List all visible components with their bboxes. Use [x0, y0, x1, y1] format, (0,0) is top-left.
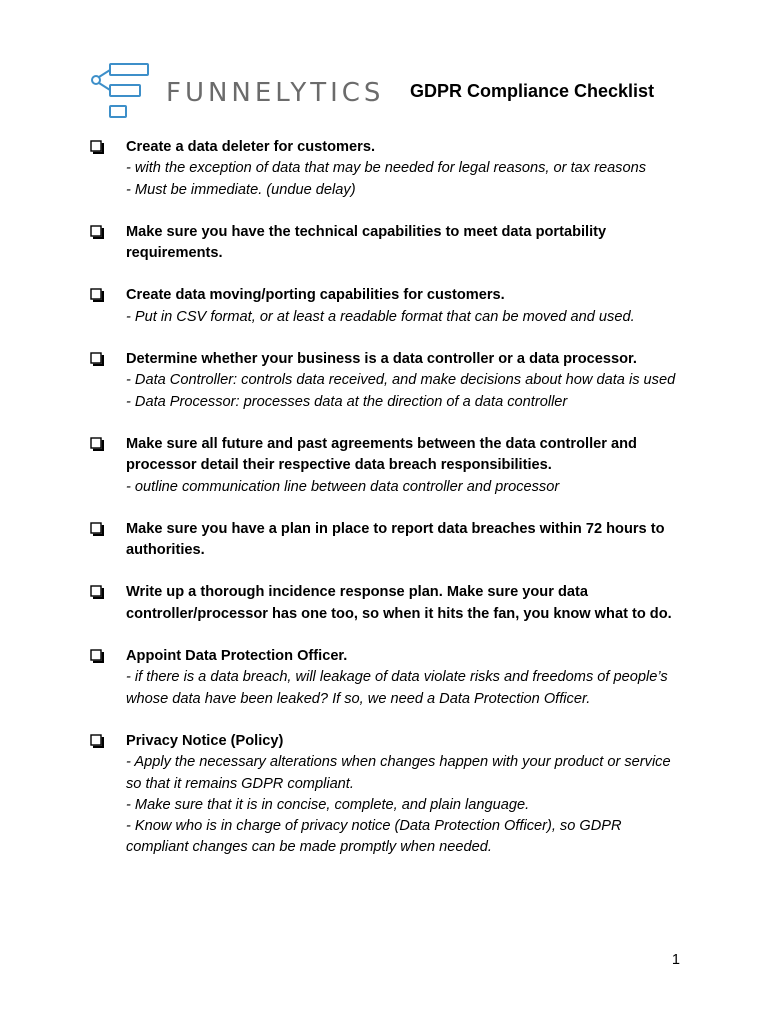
checklist-item [90, 222, 680, 265]
checkbox-icon [90, 225, 105, 240]
checklist-item-note: - Must be immediate. (undue delay) [126, 181, 356, 198]
checkbox-icon [90, 585, 105, 600]
checklist-item [90, 285, 680, 328]
checklist-item-heading: Privacy Notice (Policy) [126, 732, 284, 749]
checklist-item-note: - Apply the necessary alterations when changes happen with your product or service so that it remains GDPR compliant. [126, 754, 671, 792]
checklist-item-heading: Make sure you have a plan in place to report data breaches within 72 hours to authorities. [126, 520, 665, 559]
checklist-item [90, 646, 680, 710]
checkbox-icon [90, 288, 105, 303]
checklist-item-heading: Create data moving/porting capabilities for customers. [126, 287, 505, 304]
checkbox-icon [90, 140, 105, 155]
checklist-item-heading: Make sure you have the technical capabilities to meet data portability requirements. [126, 223, 607, 262]
checklist-item [90, 349, 680, 413]
checklist-item [90, 731, 680, 859]
checklist-item-heading: Create a data deleter for customers. [126, 139, 375, 155]
checkbox-icon [90, 734, 105, 749]
page-number: 1 [671, 952, 680, 968]
checkbox-icon [90, 522, 105, 537]
checklist-item-note: - Know who is in charge of privacy notice (Data Protection Officer), so GDPR compliant changes can be made promptly when needed. [126, 818, 622, 856]
checkbox-icon [90, 352, 105, 367]
checklist-item [90, 434, 680, 498]
checklist-item-note: - if there is a data breach, will leakage of data violate risks and freedoms of people’s whose data have been leaked? If so, we need a Data Protection Officer. [126, 669, 668, 707]
checklist-item [90, 519, 680, 562]
checkbox-icon [90, 437, 105, 452]
checklist-item-note: - outline communication line between data controller and processor [126, 478, 560, 495]
funnel-logo-icon [88, 56, 160, 122]
checklist-item [90, 582, 680, 625]
checklist-item-note: - Data Controller: controls data received, and make decisions about how data is used [126, 372, 676, 389]
checklist-item [90, 137, 680, 201]
checklist-item-heading: Make sure all future and past agreements between the data controller and processor detail their respective data breach responsibilities. [126, 435, 637, 474]
checklist [90, 137, 680, 880]
checkbox-icon [90, 649, 105, 664]
logo-wordmark: FUNNELYTICS [166, 78, 385, 108]
checklist-item-heading: Appoint Data Protection Officer. [126, 648, 348, 665]
checklist-item-note: - Put in CSV format, or at least a readable format that can be moved and used. [126, 308, 635, 325]
checklist-item-note: - Data Processor: processes data at the direction of a data controller [126, 393, 568, 410]
document-title: GDPR Compliance Checklist [410, 81, 655, 101]
checklist-item-heading: Write up a thorough incidence response plan. Make sure your data controller/processor has one too, so when it hits the fan, you know what to do. [126, 584, 672, 622]
checklist-item-note: - Make sure that it is in concise, complete, and plain language. [126, 796, 530, 813]
checklist-item-heading: Determine whether your business is a data controller or a data processor. [126, 351, 637, 368]
document-header [88, 56, 688, 122]
checklist-item-note: - with the exception of data that may be needed for legal reasons, or tax reasons [126, 160, 647, 177]
